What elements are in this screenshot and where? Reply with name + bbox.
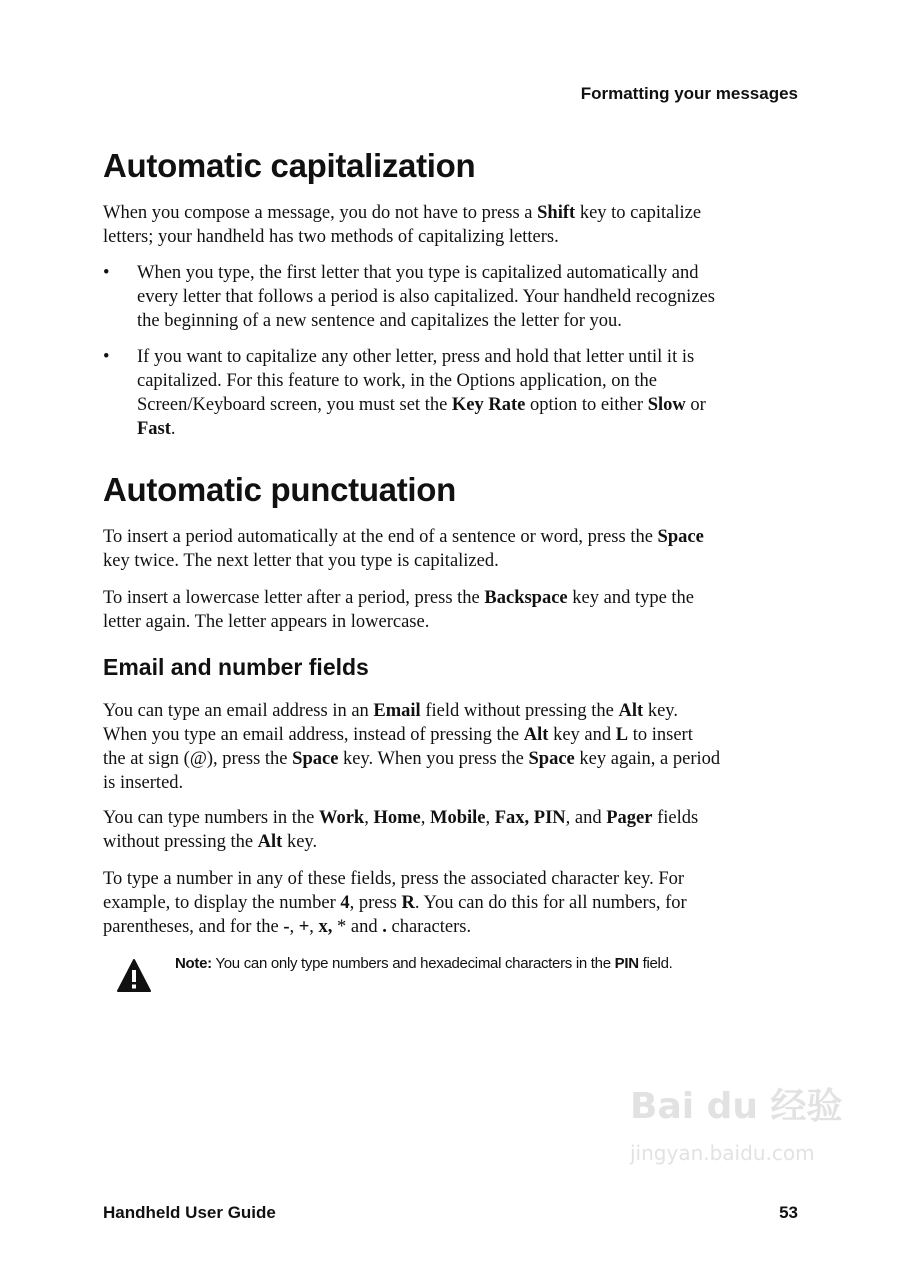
text-run: * and xyxy=(332,917,383,937)
bold-text: Key Rate xyxy=(451,395,526,415)
text-run: To type a number in any of these fields, press the associated character key. For xyxy=(103,869,685,889)
text-run: letter again. The letter appears in lowercase. xyxy=(103,612,430,632)
text-line xyxy=(137,309,715,333)
text-run: If you want to capitalize any other letter, press and hold that letter until it is xyxy=(137,347,695,367)
text-run: the beginning of a new sentence and capitalizes the letter for you. xyxy=(137,311,622,331)
text-run: key. xyxy=(643,701,678,721)
text-run: key. When you press the xyxy=(338,749,529,769)
text-run: , xyxy=(289,917,299,937)
text-line xyxy=(137,393,706,417)
text-run: field without pressing the xyxy=(420,701,619,721)
bold-text: Alt xyxy=(257,832,283,852)
text-run: , xyxy=(485,808,495,828)
text-run: is inserted. xyxy=(103,773,184,793)
text-run: You can type numbers in the xyxy=(103,808,319,828)
text-run: To insert a lowercase letter after a period, press the xyxy=(103,588,485,608)
bold-text: Alt xyxy=(618,701,644,721)
footer-guide-title: Handheld User Guide xyxy=(103,1203,276,1222)
text-line xyxy=(103,867,687,891)
bold-text: Email xyxy=(373,701,421,721)
paragraph xyxy=(103,806,698,854)
paragraph xyxy=(103,867,687,939)
bold-text: R xyxy=(401,893,415,913)
text-line xyxy=(103,699,720,723)
bold-text: Slow xyxy=(647,395,686,415)
page-number: 53 xyxy=(779,1203,798,1222)
text-run: , and xyxy=(565,808,607,828)
bullet-dot: • xyxy=(103,263,110,283)
text-run: When you compose a message, you do not have to press a xyxy=(103,203,538,223)
text-line xyxy=(137,285,715,309)
text-line xyxy=(103,225,701,249)
bold-text: Backspace xyxy=(484,588,568,608)
paragraph xyxy=(103,699,720,795)
text-line xyxy=(103,723,720,747)
paragraph xyxy=(103,525,704,573)
text-line xyxy=(103,525,704,549)
text-line xyxy=(103,891,687,915)
text-line xyxy=(103,830,698,854)
text-line xyxy=(137,417,706,441)
bold-text: Space xyxy=(657,527,704,547)
paragraph xyxy=(103,201,701,249)
text-run: key and type the xyxy=(567,588,695,608)
text-run: When you type an email address, instead of pressing the xyxy=(103,725,524,745)
bold-text: Shift xyxy=(537,203,576,223)
text-line xyxy=(103,586,694,610)
bold-text: Work xyxy=(318,808,365,828)
bold-text: L xyxy=(615,725,629,745)
bold-text: Home xyxy=(373,808,421,828)
bold-text: 4 xyxy=(340,893,350,913)
text-run: . You can do this for all numbers, for xyxy=(414,893,687,913)
watermark-logo: Bai du 经验 xyxy=(630,1086,843,1127)
text-run: key and xyxy=(548,725,616,745)
text-run: , xyxy=(364,808,374,828)
bold-text: Fast xyxy=(137,419,171,439)
text-run: Screen/Keyboard screen, you must set the xyxy=(137,395,452,415)
heading-email-number-fields: Email and number fields xyxy=(103,654,369,680)
text-run: , xyxy=(420,808,430,828)
text-line xyxy=(137,369,706,393)
bold-text: Fax, PIN xyxy=(494,808,566,828)
text-run: parentheses, and for the xyxy=(103,917,284,937)
bullet-dot: • xyxy=(103,347,110,367)
warning-icon xyxy=(116,958,152,994)
text-run: option to either xyxy=(525,395,648,415)
paragraph xyxy=(103,586,694,634)
text-run: key twice. The next letter that you type is capitalized. xyxy=(103,551,499,571)
text-line xyxy=(103,201,701,225)
text-run: When you type, the first letter that you type is capitalized automatically and xyxy=(137,263,699,283)
bold-text: Pager xyxy=(606,808,653,828)
text-run: letters; your handheld has two methods of capitalizing letters. xyxy=(103,227,559,247)
text-run: key again, a period xyxy=(574,749,721,769)
text-line xyxy=(103,915,687,939)
bullet-item xyxy=(103,345,706,441)
text-run: or xyxy=(685,395,706,415)
text-line xyxy=(137,261,715,285)
bold-text: x, xyxy=(318,917,333,937)
text-run: field. xyxy=(638,955,673,972)
text-run: You can only type numbers and hexadecimal characters in the xyxy=(211,955,615,972)
text-line xyxy=(103,610,694,634)
text-run: , xyxy=(309,917,319,937)
bold-text: Mobile xyxy=(429,808,486,828)
text-run: example, to display the number xyxy=(103,893,341,913)
heading-automatic-capitalization: Automatic capitalization xyxy=(103,147,476,184)
text-line xyxy=(103,806,698,830)
text-run: every letter that follows a period is also capitalized. Your handheld recognizes xyxy=(137,287,715,307)
text-run: to insert xyxy=(628,725,693,745)
bold-text: Alt xyxy=(523,725,549,745)
text-run: capitalized. For this feature to work, in the Options application, on the xyxy=(137,371,657,391)
heading-automatic-punctuation: Automatic punctuation xyxy=(103,471,457,508)
text-run: the at sign (@), press the xyxy=(103,749,293,769)
text-run: To insert a period automatically at the end of a sentence or word, press the xyxy=(103,527,658,547)
text-line xyxy=(103,549,704,573)
text-run: . xyxy=(170,419,176,439)
bold-text: PIN xyxy=(614,955,639,972)
text-run: You can type an email address in an xyxy=(103,701,374,721)
text-run: without pressing the xyxy=(103,832,258,852)
text-run: characters. xyxy=(386,917,472,937)
bold-text: + xyxy=(298,917,310,937)
bullet-item xyxy=(103,261,715,333)
note-text xyxy=(175,955,673,972)
running-header: Formatting your messages xyxy=(580,84,798,103)
bold-text: - xyxy=(283,917,290,937)
text-run: key. xyxy=(282,832,318,852)
text-run: fields xyxy=(652,808,699,828)
text-run: , press xyxy=(349,893,402,913)
text-line xyxy=(103,747,720,771)
text-line xyxy=(103,771,720,795)
bold-text: Space xyxy=(292,749,339,769)
text-run: key to capitalize xyxy=(575,203,702,223)
bold-text: Note: xyxy=(175,955,212,972)
bold-text: Space xyxy=(528,749,575,769)
bold-text: . xyxy=(382,917,387,937)
watermark-url: jingyan.baidu.com xyxy=(630,1141,815,1165)
text-line xyxy=(137,345,706,369)
